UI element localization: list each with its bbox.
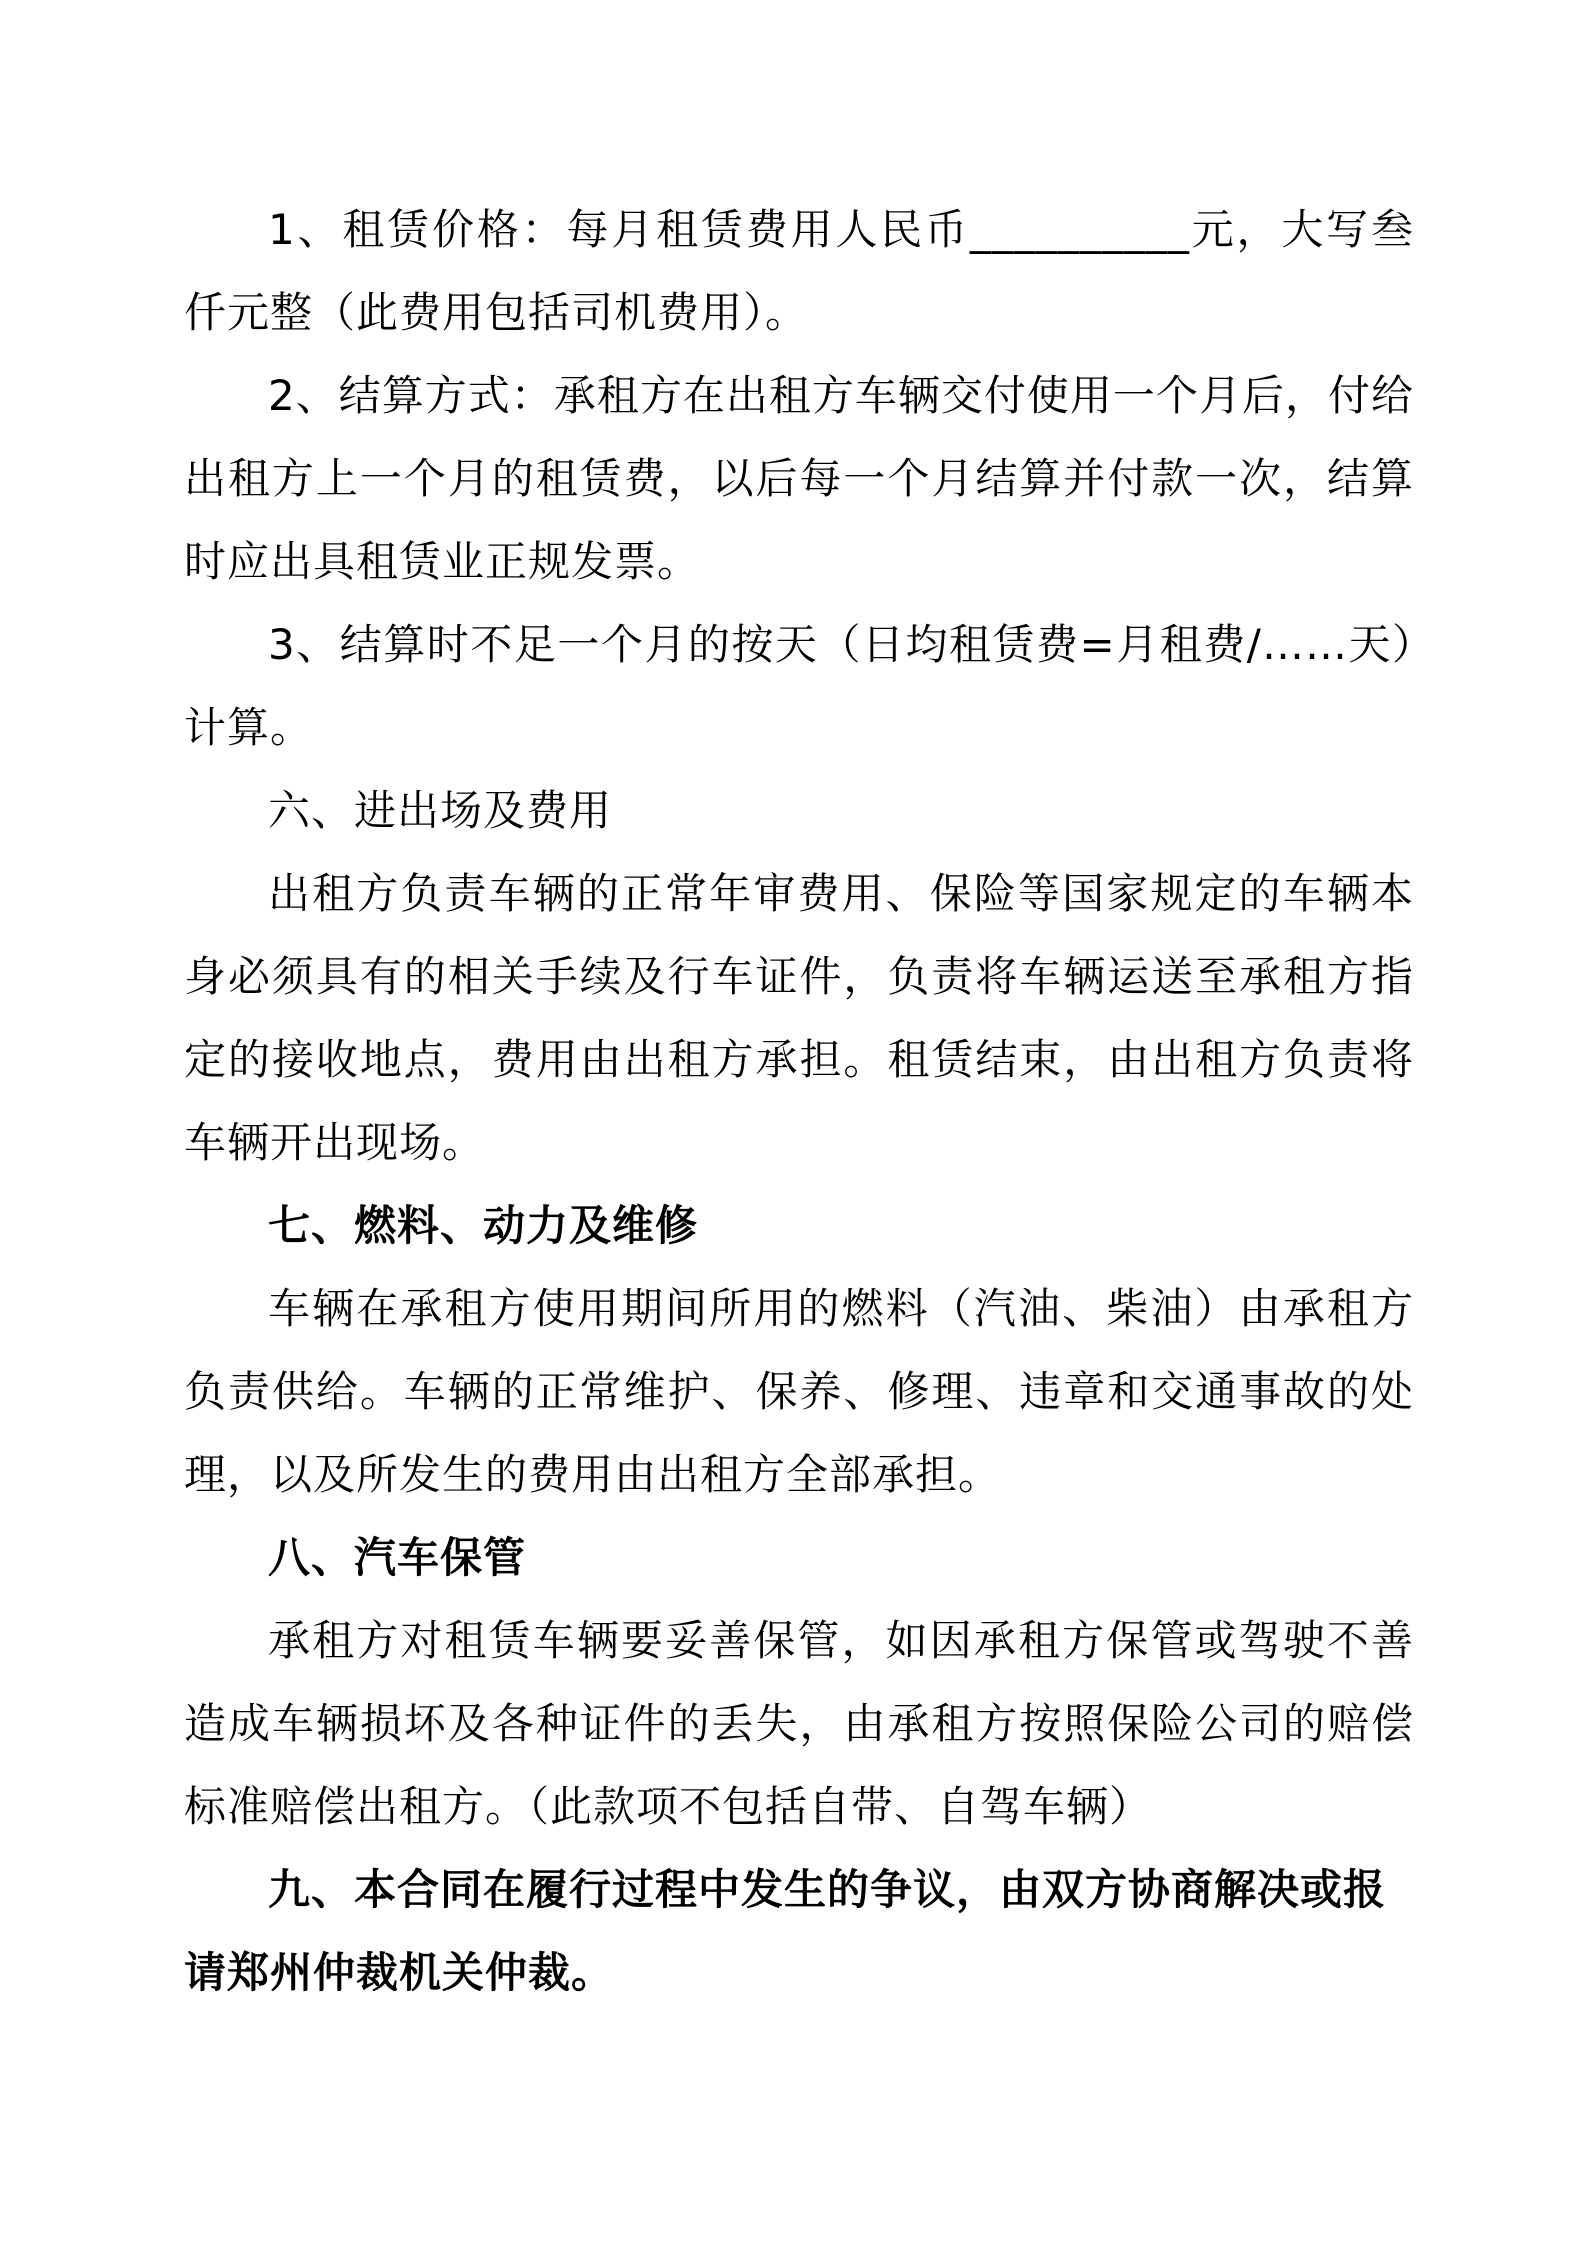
- clause-vehicle-custody: 承租方对租赁车辆要妥善保管，如因承租方保管或驾驶不善造成车辆损坏及各种证件的丢失，由承租方按照保险公司的赔偿标准赔偿出租方。（此款项不包括自带、自驾车辆）: [184, 1616, 1414, 1831]
- section-dispute-resolution: 九、本合同在履行过程中发生的争议，由双方协商解决或报请郑州仲裁机关仲裁。: [184, 1865, 1387, 1997]
- clause-fuel-maintenance: 车辆在承租方使用期间所用的燃料（汽油、柴油）由承租方负责供给。车辆的正常维护、保养、修理、违章和交通事故的处理，以及所发生的费用由出租方全部承担。: [184, 1284, 1414, 1499]
- clause-entry-exit-costs: 出租方负责车辆的正常年审费用、保险等国家规定的车辆本身必须具有的相关手续及行车证件，负责将车辆运送至承租方指定的接收地点，费用由出租方承担。租赁结束，由出租方负责将车辆开出现场。: [184, 869, 1414, 1167]
- section-heading-entry-exit: 六、进出场及费用: [268, 786, 613, 835]
- clause-rental-price: 1、租赁价格：每月租赁费用人民币__________元，大写叁仟元整（此费用包括司机费用）。: [184, 205, 1414, 337]
- section-heading-fuel-maintenance: 七、燃料、动力及维修: [268, 1201, 699, 1250]
- section-heading-vehicle-custody: 八、汽车保管: [268, 1533, 527, 1582]
- document-page: [184, 188, 1414, 2014]
- clause-partial-month: 3、结算时不足一个月的按天（日均租赁费=月租费/……天）计算。: [184, 620, 1414, 752]
- clause-settlement-method: 2、结算方式：承租方在出租方车辆交付使用一个月后，付给出租方上一个月的租赁费，以后每一个月结算并付款一次，结算时应出具租赁业正规发票。: [184, 371, 1414, 586]
